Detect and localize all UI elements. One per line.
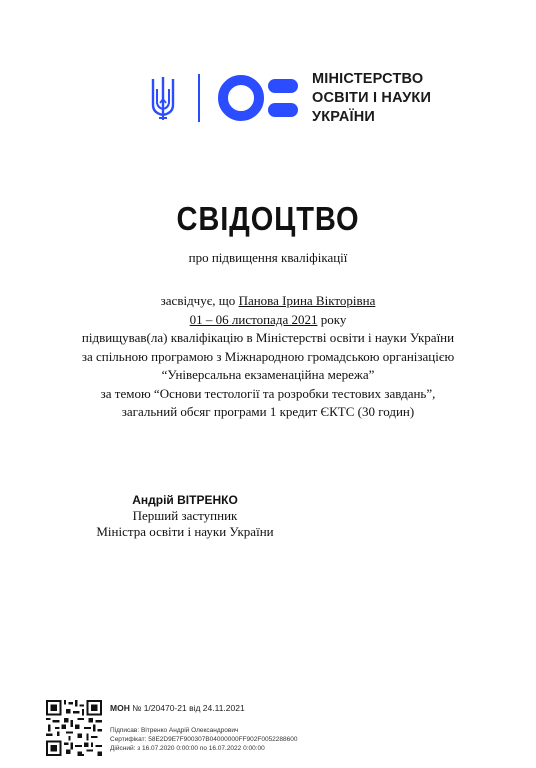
document-subtitle: про підвищення кваліфікації — [188, 250, 348, 265]
document-org: МОН — [110, 703, 130, 713]
body-line-1: підвищував(ла) кваліфікацію в Міністерстві освіти і науки України — [81, 330, 455, 345]
body-line-2: за спільною програмою з Міжнародною громадською організацією — [81, 348, 455, 364]
certificate-validity: Дійсний: з 16.07.2020 0:00:00 по 16.07.2022 0:00:00 — [110, 745, 265, 752]
document-title: СВІДОЦТВО — [176, 200, 360, 237]
person-name: Панова Ірина Вікторівна — [238, 293, 376, 308]
certificate-body — [0, 292, 536, 422]
dates-suffix: року — [320, 311, 347, 327]
ministry-header — [150, 66, 431, 130]
course-dates: 01 – 06 листопада 2021 — [189, 311, 318, 327]
body-line-5: загальний обсяг програми 1 кредит ЄКТС (30 годин) — [121, 404, 415, 419]
signatory-position-2: Міністра освіти і науки України — [96, 524, 274, 539]
body-line-3: “Універсальна екзаменаційна мережа” — [161, 367, 375, 382]
signed-by: Підписав: Вітренко Андрій Олександрович — [110, 727, 239, 734]
dates-line — [0, 311, 536, 330]
signatory-position-1: Перший заступник — [132, 508, 238, 523]
trident-icon — [150, 75, 176, 121]
body-line-4: за темою “Основи тестології та розробки тестових завдань”, — [100, 385, 436, 401]
signatory-block — [90, 492, 280, 540]
ministry-name — [312, 70, 431, 127]
ministry-logo-icon — [218, 75, 302, 121]
certifies-prefix: засвідчує, що — [160, 293, 236, 308]
document-reference — [110, 703, 245, 713]
certifies-line — [0, 292, 536, 311]
signatory-name: Андрій ВІТРЕНКО — [132, 493, 238, 507]
digital-signature-info — [110, 726, 298, 753]
qr-code-icon — [46, 700, 102, 756]
certificate-id: Сертифікат: 58E2D9E7F900307B04000000FF902F0052288600 — [110, 736, 298, 743]
ministry-name-line-3: УКРАЇНИ — [312, 108, 376, 125]
document-number: № 1/20470-21 від 24.11.2021 — [132, 703, 245, 713]
header-divider — [198, 74, 200, 122]
ministry-name-line-1: МІНІСТЕРСТВО — [312, 70, 424, 87]
ministry-name-line-2: ОСВІТИ І НАУКИ — [312, 89, 432, 106]
